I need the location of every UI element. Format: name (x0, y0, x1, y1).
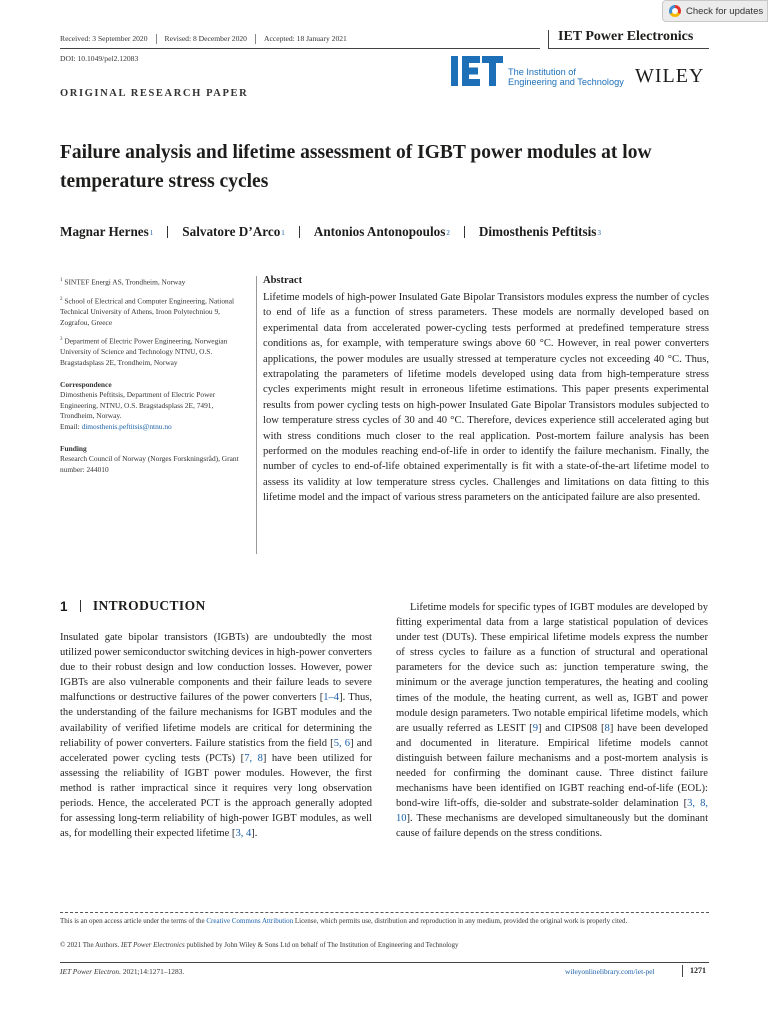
body-text: Insulated gate bipolar transistors (IGBTs) are undoubtedly the most utilized power semiconductor switching devices in high-power converters due to their robust design and low conduction losses. However, power IGBTs are also vulnerable components and their failure leads to severe malfunctions or destructive failures of the power converters [ (60, 632, 372, 704)
article-dates (60, 32, 355, 46)
abstract-text: Lifetime models of high-power Insulated Gate Bipolar Transistors modules express the number of cycles to end of life as a function of stress parameters. These models are normally developed based on experimental data from accelerated power-cycling tests performed at predefined temperature stress conditions as, for example, with temperature swings above 60 °C. However, in real power converters applications, the power modules are usually stressed at temperature cycles not exceeding 40 °C. Thus, extrapolating the parameters of lifetime models developed using data from high-temperature stress cycles experiments might result in erroneous lifetime estimations. This paper presents experimental results from power cycling tests on high-power Insulated Gate Bipolar Transistors modules subjected to low temperature stress cycles of 30 and 40 °C. Therefore, devices experience still accelerated aging but with stress conditions much closer to the real application. Post-mortem failure analysis has been performed on the modules reaching end-of-life in order to identify the failure mechanism. Finally, the number of cycles to end-of-life obtained experimentally is fit with a state-of-the-art lifetime model to assess its validity at low temperature stress cycles. Challenges and limitations on data fitting to this lifetime model and the impact of various stress parameters on the anticipated failure are also presented. (263, 292, 709, 504)
affiliation-mark: 2 (60, 297, 63, 303)
author-affiliation-mark: 3 (597, 229, 601, 237)
paper-title: Failure analysis and lifetime assessment of IGBT power modules at low temperature stress cycles (60, 142, 652, 192)
section-title: INTRODUCTION (92, 598, 206, 613)
footer-rule (60, 962, 709, 963)
body-column-left (60, 630, 372, 841)
wiley-logo: WILEY (635, 65, 705, 87)
section-separator (80, 600, 81, 612)
header-rule (548, 48, 709, 49)
body-text: ] and CIPS08 [ (537, 722, 605, 734)
license-text: License, which permits use, distribution and reproduction in any medium, provided the original work is properly cited. (293, 917, 628, 925)
author-affiliation-mark: 2 (446, 229, 450, 237)
header-divider (548, 30, 549, 48)
affiliation-text: School of Electrical and Computer Engineering, National Technical University of Athens, Iroon Polytechniou 9, Zografou, Greece (60, 296, 235, 327)
citation-link[interactable]: 3, 8, 10 (396, 798, 708, 825)
author[interactable] (314, 224, 450, 240)
section-number: 1 (60, 598, 68, 614)
header-rule (60, 48, 540, 49)
copyright-text: published by John Wiley & Sons Ltd on behalf of The Institution of Engineering and Technology (184, 941, 459, 949)
iet-logo-text (508, 67, 624, 87)
affiliation (60, 335, 245, 368)
affiliation (60, 295, 245, 328)
body-text: ]. Thus, the understanding of the failure mechanisms for IGBT modules and the availability of verified lifetime models are critical for determining the reliability of power converters. Failure statistics from the field [ (60, 692, 373, 749)
doi[interactable]: DOI: 10.1049/pel2.12083 (60, 54, 139, 63)
body-text: ] and accelerated power cycling tests (PCTs) [ (60, 737, 372, 764)
author-name: Salvatore D’Arco (182, 224, 281, 239)
section-heading (60, 598, 206, 614)
cc-license-link[interactable]: Creative Commons Attribution (206, 917, 294, 925)
author-separator (167, 226, 168, 238)
affiliation-text: Department of Electric Power Engineering, Norwegian University of Science and Technology NTNU, O.S. Bragstadsplass 2E, Trondheim, Norway (60, 336, 228, 367)
citation-link[interactable]: 8 (604, 722, 610, 734)
license-notice (60, 916, 715, 927)
email-label: Email: (60, 421, 82, 431)
author[interactable] (182, 224, 285, 240)
copyright-journal: IET Power Electronics (121, 941, 185, 949)
crossmark-icon (669, 5, 681, 17)
author-affiliation-mark: 1 (281, 229, 285, 237)
accepted-date: Accepted: 18 January 2021 (263, 34, 347, 43)
citation-link[interactable]: 1–4 (323, 692, 340, 704)
body-text: ] have been developed and documented in literature. Empirical lifetime models cannot distinguish between failure mechanisms and a post-mortem analysis is needed for confirming the dominant cause. Three distinct failure mechanisms have been identified on IGBT reaching end-of-life (EOL): bond-wire lift-offs, die-solder and substrate-solder delamination [ (396, 722, 708, 810)
citation-link[interactable]: 5, 6 (333, 737, 351, 749)
author-separator (464, 226, 465, 238)
body-text: ]. These mechanisms are developed simultaneously but the dominant cause of failure depends on the stress conditions. (396, 813, 708, 840)
revised-date: Revised: 8 December 2020 (157, 34, 256, 44)
footer-citation (60, 967, 184, 976)
funding-text: Research Council of Norway (Norges Forskningsråd), Grant number: 244010 (60, 454, 239, 474)
citation-details: 2021;14:1271–1283. (120, 967, 185, 976)
check-for-updates-button[interactable] (662, 0, 768, 22)
paper-type-label: ORIGINAL RESEARCH PAPER (60, 88, 249, 99)
sidebar-info (60, 276, 245, 475)
page-number: 1271 (690, 966, 706, 975)
affiliation-text: SINTEF Energi AS, Trondheim, Norway (64, 277, 186, 287)
body-text: ] have been utilized for assessing the reliability of IGBT power modules. However, the first method is rather impractical since it requires very long observation periods. Hence, the accelerated PCT is the approach generally adopted for assessing long-term reliability of high-power IGBT modules, as well as, for modelling their expected lifetime [ (60, 752, 372, 840)
footer-dashed-rule (60, 912, 709, 913)
copyright-text: © 2021 The Authors. (60, 941, 121, 949)
license-text: This is an open access article under the terms of the (60, 917, 207, 925)
abstract-heading: Abstract (263, 275, 303, 286)
citation-link[interactable]: 7, 8 (244, 752, 263, 764)
iet-logo-line: Engineering and Technology (508, 77, 624, 87)
correspondence-text: Dimosthenis Peftitsis, Department of Electric Power Engineering, NTNU, O.S. Bragstadsplass 2E, 7491, Trondheim, Norway. (60, 390, 216, 421)
iet-logo-line: The Institution of (508, 67, 576, 77)
abstract-divider (256, 276, 257, 554)
citation-link[interactable]: 9 (532, 722, 538, 734)
received-date: Received: 3 September 2020 (60, 34, 157, 44)
correspondence-email-line (60, 422, 245, 433)
correspondence-heading: Correspondence (60, 379, 112, 389)
copyright-notice (60, 940, 715, 951)
citation-journal: IET Power Electron. (60, 967, 121, 976)
author-list (60, 224, 601, 240)
citation-link[interactable]: 3, 4 (235, 828, 252, 840)
body-text: Lifetime models for specific types of IGBT modules are developed by fitting experimental data from a large statistical population of devices under test (DUTs). These empirical lifetime models express the number of stress cycles to failure as a function of structural and operational parameters for the device such as: junction temperature swing, the minimum or the average junction temperatures, the heating and cooling times of the module, the heating current, as well as, IGBT and power module design parameters. Two notable empirical lifetime models, which are usually referred as LESIT [ (396, 602, 708, 734)
author-name: Magnar Hernes (60, 224, 149, 239)
affiliation-mark: 3 (60, 337, 63, 343)
author[interactable] (60, 224, 153, 240)
body-column-right (396, 600, 708, 842)
check-for-updates-label: Check for updates (686, 5, 764, 17)
affiliation-mark: 1 (60, 278, 63, 283)
author-affiliation-mark: 1 (149, 229, 154, 237)
footer-divider (682, 965, 683, 977)
journal-name[interactable]: IET Power Electronics (558, 29, 694, 44)
iet-logo-icon (451, 56, 503, 86)
email-link[interactable]: dimosthenis.peftitsis@ntnu.no (81, 421, 172, 431)
journal-url-link[interactable]: wileyonlinelibrary.com/iet-pel (565, 967, 655, 976)
author-name: Antonios Antonopoulos (313, 224, 446, 239)
funding-heading: Funding (60, 443, 87, 453)
body-text: ]. (251, 828, 258, 840)
author[interactable] (479, 224, 601, 240)
affiliation (60, 276, 245, 288)
author-separator (299, 226, 300, 238)
author-name: Dimosthenis Peftitsis (478, 224, 597, 239)
